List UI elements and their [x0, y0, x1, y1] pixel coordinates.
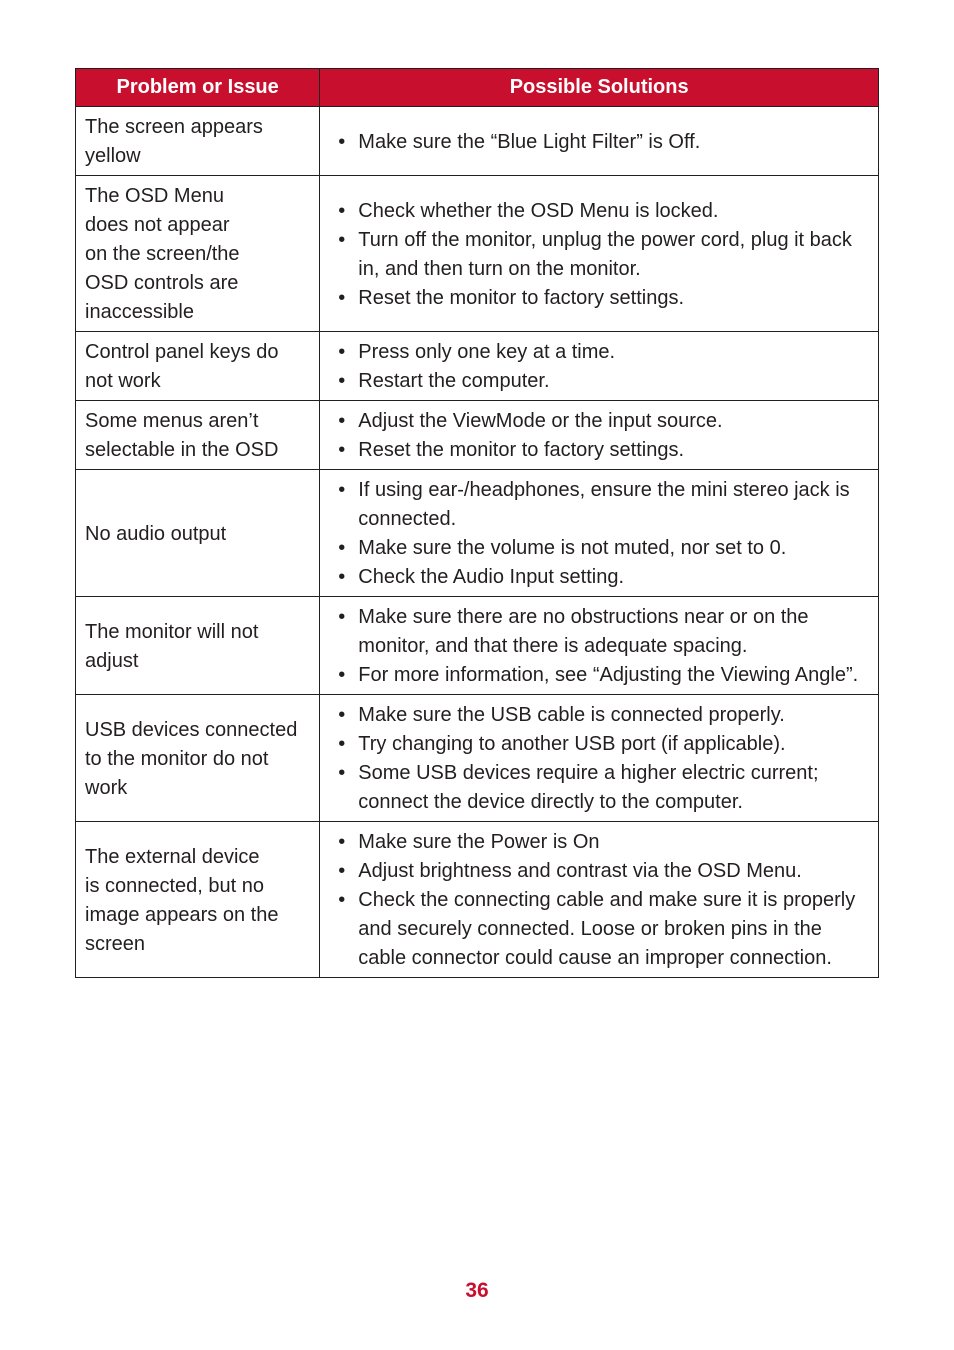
solution-text: Turn off the monitor, unplug the power cord, plug it back in, and then turn on the monitor. — [358, 228, 852, 280]
solution-item — [336, 828, 868, 857]
solution-item — [336, 367, 868, 396]
solution-item — [336, 338, 868, 367]
solution-text: Try changing to another USB port (if applicable). — [358, 733, 786, 755]
solution-list — [336, 603, 868, 690]
bullet-icon: • — [338, 479, 346, 501]
solution-item — [336, 284, 868, 313]
table-row — [76, 695, 879, 822]
solution-text: Press only one key at a time. — [358, 341, 616, 363]
solution-cell — [320, 332, 879, 401]
bullet-icon: • — [338, 566, 346, 588]
solution-cell — [320, 470, 879, 597]
solution-item — [336, 476, 868, 534]
solution-list — [336, 128, 868, 157]
bullet-icon: • — [338, 889, 346, 911]
bullet-icon: • — [338, 341, 346, 363]
table-row — [76, 107, 879, 176]
solution-text: If using ear-/headphones, ensure the mini stereo jack is connected. — [358, 479, 850, 530]
table-row — [76, 332, 879, 401]
bullet-icon: • — [338, 370, 346, 392]
table-body — [76, 107, 879, 978]
table-row — [76, 470, 879, 597]
solution-text: Check whether the OSD Menu is locked. — [358, 199, 719, 222]
table-header — [76, 69, 879, 107]
solution-item — [336, 436, 868, 465]
solution-text: Make sure the “Blue Light Filter” is Off. — [358, 130, 701, 153]
solution-text: Make sure the Power is On — [358, 831, 600, 853]
solution-text: For more information, see “Adjusting the Viewing Angle”. — [358, 664, 859, 686]
solution-item — [336, 701, 868, 730]
table-row — [76, 401, 879, 470]
solution-text: Restart the computer. — [358, 370, 550, 392]
solution-text: Reset the monitor to factory settings. — [358, 439, 684, 461]
solution-item — [336, 857, 868, 886]
bullet-icon: • — [338, 537, 346, 559]
solution-cell — [320, 107, 879, 176]
solution-cell — [320, 695, 879, 822]
problem-cell: Control panel keys do not work — [76, 332, 320, 401]
troubleshooting-table — [75, 68, 879, 978]
solution-item — [336, 407, 868, 436]
bullet-icon: • — [338, 130, 346, 153]
bullet-icon: • — [338, 664, 346, 686]
solution-text: Check the connecting cable and make sure it is properly and securely connected. Loose or broken pins in the cable connector could cause an improper connection. — [358, 889, 856, 969]
solution-cell — [320, 822, 879, 978]
bullet-icon: • — [338, 606, 346, 628]
solution-text: Adjust brightness and contrast via the OSD Menu. — [358, 860, 802, 882]
solution-item — [336, 759, 868, 817]
bullet-icon: • — [338, 199, 346, 222]
solution-list — [336, 701, 868, 817]
solution-item — [336, 603, 868, 661]
bullet-icon: • — [338, 762, 346, 784]
bullet-icon: • — [338, 410, 346, 432]
problem-cell: No audio output — [76, 470, 320, 597]
solution-item — [336, 730, 868, 759]
solution-text: Make sure the volume is not muted, nor set to 0. — [358, 537, 787, 559]
solution-cell — [320, 597, 879, 695]
table-row — [76, 597, 879, 695]
solution-item — [336, 661, 868, 690]
problem-cell: USB devices connected to the monitor do not work — [76, 695, 320, 822]
bullet-icon: • — [338, 286, 346, 309]
bullet-icon: • — [338, 439, 346, 461]
solution-item — [336, 197, 868, 226]
bullet-icon: • — [338, 733, 346, 755]
solution-text: Some USB devices require a higher electric current; connect the device directly to the computer. — [358, 762, 819, 813]
solution-text: Make sure there are no obstructions near or on the monitor, and that there is adequate spacing. — [358, 606, 809, 657]
problem-cell: Some menus aren’t selectable in the OSD — [76, 401, 320, 470]
bullet-icon: • — [338, 831, 346, 853]
header-row — [76, 69, 879, 107]
solution-list — [336, 476, 868, 592]
solution-item — [336, 886, 868, 973]
problem-cell: The OSD Menu does not appear on the screen/the OSD controls are inaccessible — [76, 176, 320, 332]
solution-item — [336, 128, 868, 157]
solution-cell — [320, 401, 879, 470]
header-problem: Problem or Issue — [76, 69, 320, 107]
problem-cell: The external device is connected, but no image appears on the screen — [76, 822, 320, 978]
solution-item — [336, 563, 868, 592]
solution-text: Adjust the ViewMode or the input source. — [358, 410, 723, 432]
solution-item — [336, 226, 868, 284]
bullet-icon: • — [338, 228, 346, 251]
solution-item — [336, 534, 868, 563]
problem-cell: The screen appears yellow — [76, 107, 320, 176]
header-solution: Possible Solutions — [320, 69, 879, 107]
solution-cell — [320, 176, 879, 332]
problem-cell: The monitor will not adjust — [76, 597, 320, 695]
solution-list — [336, 197, 868, 313]
page-number: 36 — [465, 1279, 489, 1302]
table-row — [76, 176, 879, 332]
bullet-icon: • — [338, 704, 346, 726]
bullet-icon: • — [338, 860, 346, 882]
solution-list — [336, 338, 868, 396]
table-row — [76, 822, 879, 978]
solution-text: Reset the monitor to factory settings. — [358, 286, 684, 309]
solution-list — [336, 407, 868, 465]
solution-text: Check the Audio Input setting. — [358, 566, 625, 588]
solution-list — [336, 828, 868, 973]
solution-text: Make sure the USB cable is connected properly. — [358, 704, 785, 726]
